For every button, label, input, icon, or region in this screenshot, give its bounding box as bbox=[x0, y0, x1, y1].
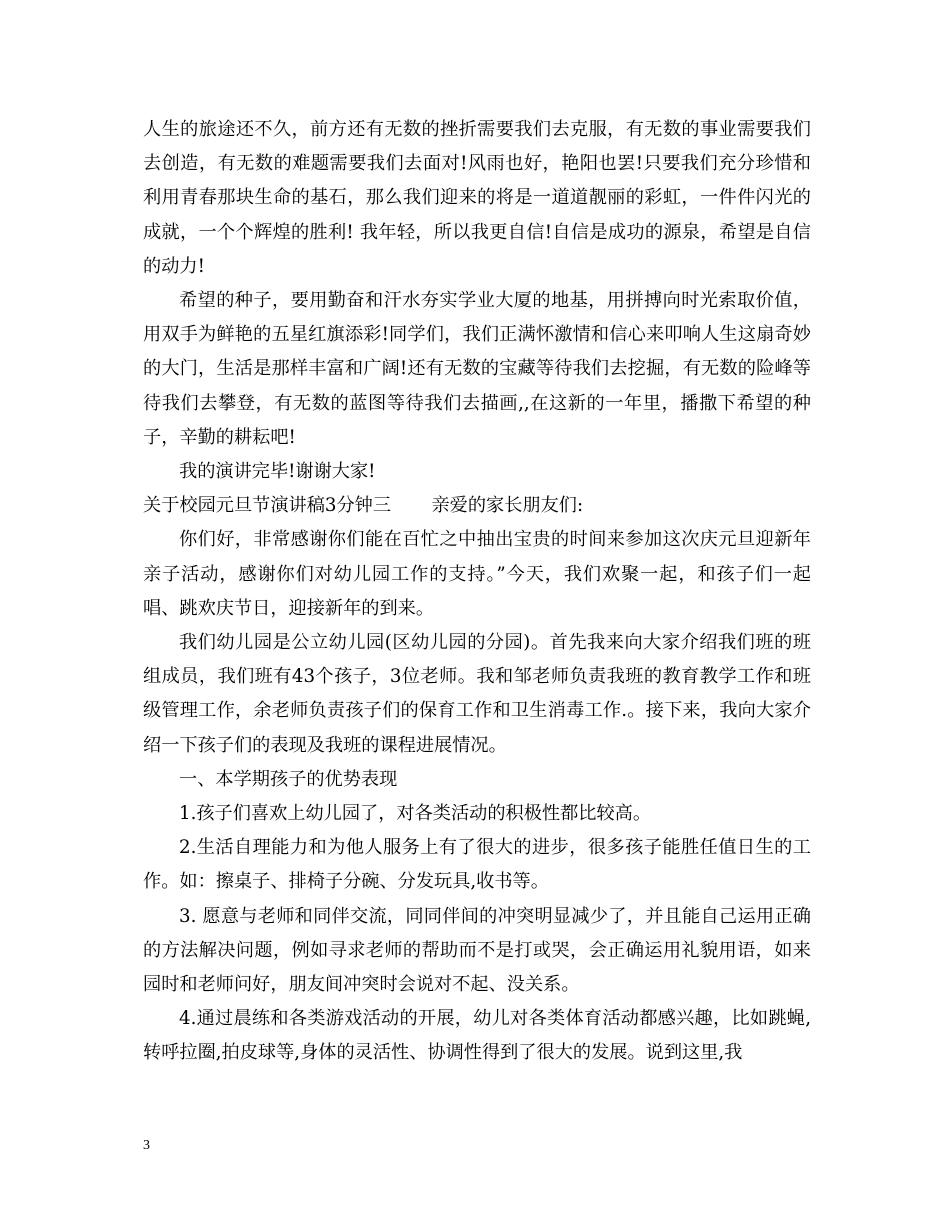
paragraph-speech-end: 我的演讲完毕!谢谢大家! bbox=[179, 461, 376, 483]
list-item-2: 2.生活自理能力和为他人服务上有了很大的进步，很多孩子能胜任值日生的工作。如：擦桌子、排椅子分碗、分发玩具,收书等。 bbox=[143, 837, 811, 893]
paragraph-life-journey: 人生的旅途还不久，前方还有无数的挫折需要我们去克服，有无数的事业需要我们去创造，有无数的难题需要我们去面对!风雨也好，艳阳也罢!只要我们充分珍惜和利用青春那块生命的基石，那么我们迎来的将是一道道靓丽的彩虹，一件件闪光的成就，一个个辉煌的胜利! 我年轻，所以我更自信!自信是成功的源泉，希望是自信的动力! bbox=[143, 119, 811, 277]
list-item-4: 4.通过晨练和各类游戏活动的开展，幼儿对各类体育活动都感兴趣，比如跳蝇,转呼拉圈,拍皮球等,身体的灵活性、协调性得到了很大的发展。说到这里,我 bbox=[143, 1008, 811, 1064]
paragraph-greeting: 你们好，非常感谢你们能在百忙之中抽出宝贵的时间来参加这次庆元旦迎新年亲子活动，感谢你们对幼儿园工作的支持。”今天，我们欢聚一起，和孩子们一起唱、跳欢庆节日，迎接新年的到来。 bbox=[143, 529, 811, 619]
body-text bbox=[143, 113, 811, 1071]
list-item-3: 3. 愿意与老师和同伴交流，同同伴间的冲突明显减少了，并且能自己运用正确的方法解决问题，例如寻求老师的帮助而不是打或哭，会正确运用礼貌用语，如来园时和老师问好，朋友间冲突时会说对不起、没关系。 bbox=[143, 905, 811, 996]
list-item-1: 1.孩子们喜欢上幼儿园了，对各类活动的积极性都比较高。 bbox=[179, 803, 652, 825]
paragraph-class-intro: 我们幼儿园是公立幼儿园(区幼儿园的分园)。首先我来向大家介绍我们班的班组成员，我们班有43个孩子，3位老师。我和邹老师负责我班的教育教学工作和班级管理工作，余老师负责孩子们的保育工作和卫生消毒工作.。接下来，我向大家介绍一下孩子们的表现及我班的课程进展情况。 bbox=[143, 632, 811, 756]
page-number: 3 bbox=[143, 1138, 150, 1153]
subheading-strengths: 一、本学期孩子的优势表现 bbox=[179, 768, 398, 790]
paragraph-seed-of-hope: 希望的种子，要用勤奋和汗水夯实学业大厦的地基，用拼搏向时光索取价值，用双手为鲜艳的五星红旗添彩!同学们，我们正满怀激情和信心来叩响人生这扇奇妙的大门，生活是那样丰富和广阔!还有无数的宝藏等待我们去挖掘，有无数的险峰等待我们去攀登，有无数的蓝图等待我们去描画,,在这新的一年里，播撒下希望的种子，辛勤的耕耘吧! bbox=[143, 290, 811, 448]
section-heading: 关于校园元旦节演讲稿3分钟三 亲爱的家长朋友们: bbox=[143, 495, 584, 517]
